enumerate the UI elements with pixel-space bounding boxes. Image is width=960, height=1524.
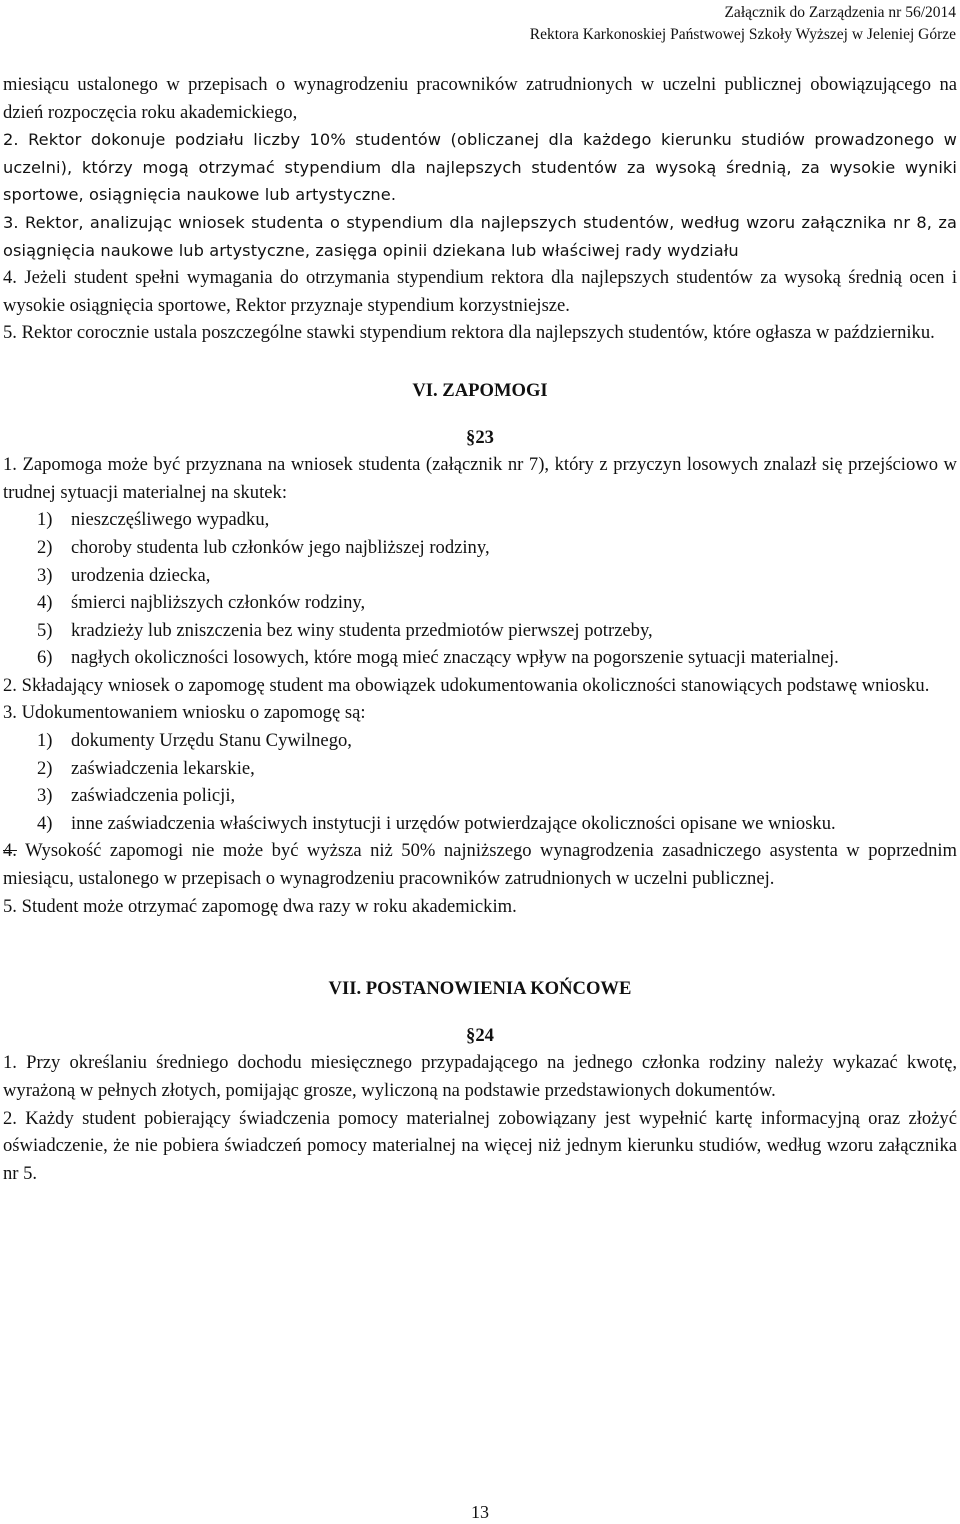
paragraph-number: 1.	[3, 1052, 17, 1074]
paragraph-text: Wysokość zapomogi nie może być wyższa niż 50% najniższego wynagrodzenia zasadniczego asystenta w poprzednim miesiącu, ustalonego w przepisach o wynagrodzeniu pracowników zatrudnionych w uczelni publicznej.	[3, 840, 958, 890]
causes-list	[3, 506, 957, 672]
paragraph-number: 4.	[3, 267, 17, 289]
chapter-7-title: VII. POSTANOWIENIA KOŃCOWE	[328, 978, 632, 1000]
list-item: 3) urodzenia dziecka,	[37, 564, 211, 586]
header-rector-line: Rektora Karkonoskiej Państwowej Szkoły Wyższej w Jeleniej Górze	[529, 26, 956, 43]
paragraph-23-3	[3, 699, 957, 727]
list-item: 2) zaświadczenia lekarskie,	[37, 757, 255, 779]
paragraph-text: Rektor, analizując wniosek studenta o stypendium dla najlepszych studentów, według wzoru załącznika nr 8, za osiągnięcia naukowe lub artystyczne, zasięga opinii dziekana lub właściwej rady wydziału	[3, 212, 957, 260]
paragraph-23-5	[3, 893, 957, 921]
paragraph-22-3	[3, 209, 957, 264]
paragraph-number: 5.	[3, 322, 17, 344]
paragraph-22-2	[3, 126, 957, 209]
paragraph-23-2	[3, 672, 957, 700]
list-item: 1) nieszczęśliwego wypadku,	[37, 509, 270, 531]
list-item: 3) zaświadczenia policji,	[37, 785, 236, 807]
paragraph-text: Rektor dokonuje podziału liczby 10% studentów (obliczanej dla każdego kierunku studiów prowadzonego w uczelni), którzy mogą otrzymać stypendium dla najlepszych studentów za wysoką średnią, za wysokie wyniki sportowe, osiągnięcia naukowe lub artystyczne.	[3, 130, 957, 205]
paragraph-number: 3.	[3, 702, 17, 724]
paragraph-number: 2.	[3, 674, 17, 696]
paragraph-text: Przy określaniu średniego dochodu miesięcznego przypadającego na jednego członka rodziny należy wykazać kwotę, wyrażoną w pełnych złotych, pomijając grosze, wyliczoną na podstawie przedstawionych dokumentów.	[3, 1052, 958, 1101]
paragraph-number: 1.	[3, 454, 17, 476]
list-item: 5) kradzieży lub zniszczenia bez winy studenta przedmiotów pierwszej potrzeby,	[37, 619, 653, 641]
paragraph-number: 2.	[3, 130, 19, 150]
paragraph-22-5	[3, 319, 957, 347]
paragraph-continuation: miesiącu ustalonego w przepisach o wynagrodzeniu pracowników zatrudnionych w uczelni publicznej obowiązującego na dzień rozpoczęcia roku akademickiego,	[3, 74, 957, 123]
section-number: 24	[475, 1024, 494, 1046]
section-23-number	[3, 424, 957, 452]
paragraph-text: Udokumentowaniem wniosku o zapomogę są:	[21, 702, 366, 724]
paragraph-number: 5.	[3, 895, 17, 917]
paragraph-24-1	[3, 1049, 957, 1104]
document-header	[530, 2, 956, 46]
documents-list	[3, 727, 957, 837]
paragraph-23-4	[3, 837, 957, 892]
list-item: 2) choroby studenta lub członków jego najbliższej rodziny,	[37, 536, 490, 558]
document-body	[3, 71, 957, 1187]
list-item: 4) inne zaświadczenia właściwych instytucji i urzędów potwierdzające okoliczności opisane we wniosku.	[37, 812, 836, 834]
paragraph-number: 4.	[3, 840, 17, 862]
paragraph-text: Jeżeli student spełni wymagania do otrzymania stypendium rektora dla najlepszych studentów za wysoką średnią ocen i wysokie osiągnięcia sportowe, Rektor przyznaje stypendium korzystniejsze.	[3, 267, 957, 316]
header-attachment-line: Załącznik do Zarządzenia nr 56/2014	[724, 4, 956, 21]
paragraph-number: 3.	[3, 212, 19, 232]
section-24-number	[3, 1022, 957, 1050]
paragraph-text: Student może otrzymać zapomogę dwa razy w roku akademickim.	[21, 895, 517, 917]
paragraph-text: Rektor corocznie ustala poszczególne stawki stypendium rektora dla najlepszych studentów, które ogłasza w październiku.	[21, 322, 935, 344]
paragraph-text: Zapomoga może być przyznana na wniosek studenta (załącznik nr 7), który z przyczyn losowych znalazł się przejściowo w trudnej sytuacji materialnej na skutek:	[3, 454, 957, 503]
section-sign: §	[466, 426, 476, 448]
paragraph-22-4	[3, 264, 957, 319]
paragraph-text: Każdy student pobierający świadczenia pomocy materialnej zobowiązany jest wypełnić kartę informacyjną oraz złożyć oświadczenie, że nie pobiera świadczeń pomocy materialnej na więcej niż jednym kierunku studiów, według wzoru załącznika nr 5.	[3, 1107, 957, 1184]
list-item: 4) śmierci najbliższych członków rodziny,	[37, 592, 366, 614]
paragraph-24-2	[3, 1105, 957, 1188]
paragraph-text: Składający wniosek o zapomogę student ma obowiązek udokumentowania okoliczności stanowiących podstawę wniosku.	[21, 674, 930, 696]
section-sign: §	[466, 1024, 476, 1046]
page-number: 13	[471, 1502, 489, 1522]
list-item: 1) dokumenty Urzędu Stanu Cywilnego,	[37, 730, 352, 752]
list-item: 6) nagłych okoliczności losowych, które mogą mieć znaczący wpływ na pogorszenie sytuacji materialnej.	[37, 647, 839, 669]
paragraph-23-1	[3, 451, 957, 506]
chapter-6-title: VI. ZAPOMOGI	[412, 379, 548, 401]
section-number: 23	[475, 426, 494, 448]
paragraph-number: 2.	[3, 1107, 17, 1129]
